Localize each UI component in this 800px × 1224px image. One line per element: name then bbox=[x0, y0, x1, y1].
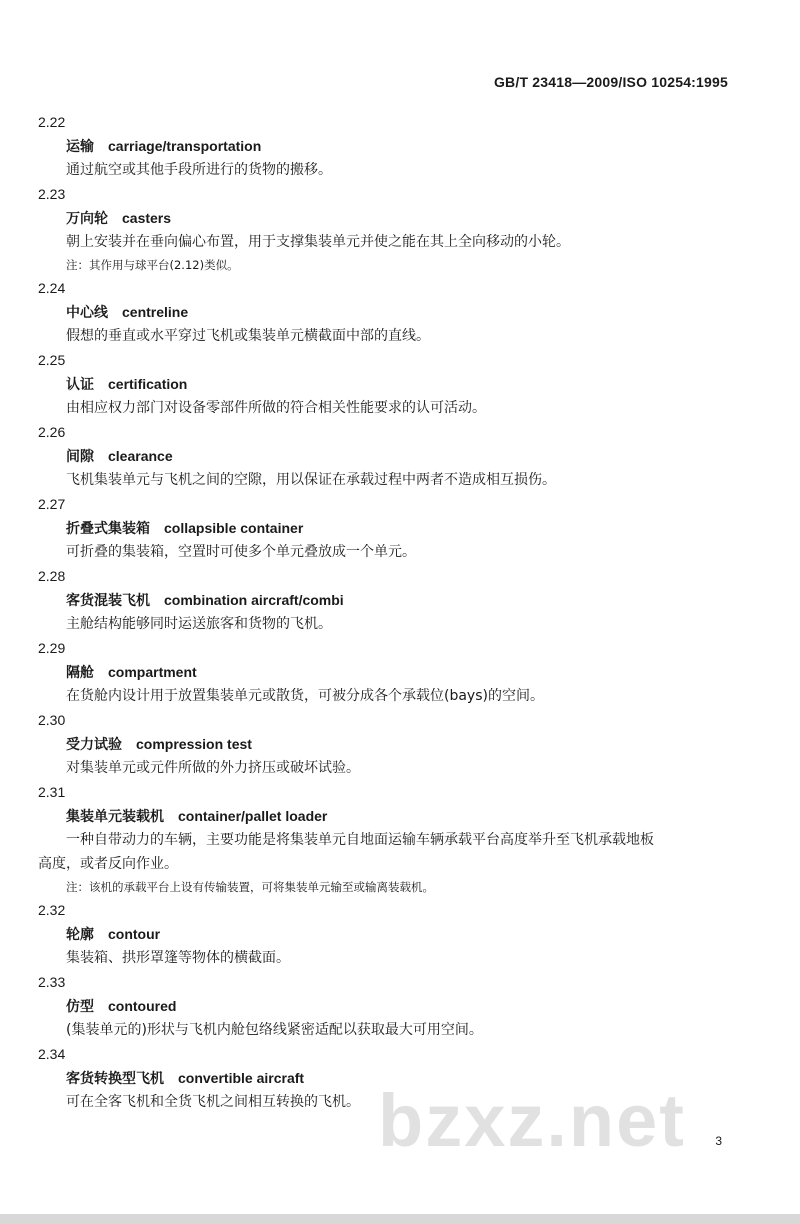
term-line bbox=[38, 660, 738, 684]
term-entry bbox=[38, 708, 738, 780]
definition: 可在全客飞机和全货飞机之间相互转换的飞机。 bbox=[66, 1094, 360, 1110]
standard-code-header: GB/T 23418—2009/ISO 10254:1995 bbox=[493, 74, 728, 90]
entry-number: 2.32 bbox=[38, 902, 66, 918]
definition: 假想的垂直或水平穿过飞机或集装单元横截面中部的直线。 bbox=[66, 328, 430, 344]
term-line bbox=[38, 372, 738, 396]
page-number: 3 bbox=[715, 1134, 722, 1148]
definition: (集装单元的)形状与飞机内舱包络线紧密适配以获取最大可用空间。 bbox=[66, 1022, 483, 1038]
term-english: certification bbox=[108, 376, 188, 392]
term-line bbox=[38, 300, 738, 324]
term-english: combination aircraft/combi bbox=[164, 592, 344, 608]
term-english: contoured bbox=[108, 998, 177, 1014]
entry-number: 2.22 bbox=[38, 114, 66, 130]
entry-number: 2.29 bbox=[38, 640, 66, 656]
term-entries bbox=[38, 110, 738, 1114]
term-entry bbox=[38, 276, 738, 348]
term-line bbox=[38, 922, 738, 946]
definition: 通过航空或其他手段所进行的货物的搬移。 bbox=[66, 162, 332, 178]
definition: 一种自带动力的车辆，主要功能是将集装单元自地面运输车辆承载平台高度举升至飞机承载地板 高度，或者反向作业。 bbox=[38, 828, 738, 876]
term-entry bbox=[38, 182, 738, 276]
term-english: collapsible container bbox=[164, 520, 304, 536]
entry-number: 2.30 bbox=[38, 712, 66, 728]
term-chinese: 折叠式集装箱 bbox=[66, 521, 150, 537]
definition: 朝上安装并在垂向偏心布置，用于支撑集装单元并使之能在其上全向移动的小轮。 bbox=[66, 234, 570, 250]
entry-number: 2.25 bbox=[38, 352, 66, 368]
term-line bbox=[38, 994, 738, 1018]
term-line bbox=[38, 804, 738, 828]
term-line bbox=[38, 206, 738, 230]
term-chinese: 轮廓 bbox=[66, 927, 94, 943]
entry-number: 2.27 bbox=[38, 496, 66, 512]
term-english: convertible aircraft bbox=[178, 1070, 305, 1086]
term-english: contour bbox=[108, 926, 161, 942]
term-line bbox=[38, 588, 738, 612]
term-entry bbox=[38, 110, 738, 182]
note: 注：其作用与球平台(2.12)类似。 bbox=[66, 258, 239, 272]
term-line bbox=[38, 516, 738, 540]
term-english: compression test bbox=[136, 736, 252, 752]
definition: 主舱结构能够同时运送旅客和货物的飞机。 bbox=[66, 616, 332, 632]
term-chinese: 受力试验 bbox=[66, 737, 122, 753]
term-chinese: 万向轮 bbox=[66, 211, 108, 227]
term-chinese: 隔舱 bbox=[66, 665, 94, 681]
term-english: carriage/transportation bbox=[108, 138, 262, 154]
term-english: container/pallet loader bbox=[178, 808, 328, 824]
definition: 由相应权力部门对设备零部件所做的符合相关性能要求的认可活动。 bbox=[66, 400, 486, 416]
term-line bbox=[38, 732, 738, 756]
entry-number: 2.33 bbox=[38, 974, 66, 990]
definition-continuation: 高度，或者反向作业。 bbox=[38, 856, 178, 872]
term-chinese: 运输 bbox=[66, 139, 94, 155]
entry-number: 2.28 bbox=[38, 568, 66, 584]
term-chinese: 间隙 bbox=[66, 449, 94, 465]
definition: 在货舱内设计用于放置集装单元或散货，可被分成各个承载位(bays)的空间。 bbox=[66, 688, 544, 704]
term-english: clearance bbox=[108, 448, 173, 464]
entry-number: 2.31 bbox=[38, 784, 66, 800]
entry-number: 2.26 bbox=[38, 424, 66, 440]
term-english: casters bbox=[122, 210, 172, 226]
term-chinese: 客货混装飞机 bbox=[66, 593, 150, 609]
term-line bbox=[38, 134, 738, 158]
term-chinese: 客货转换型飞机 bbox=[66, 1071, 164, 1087]
term-entry bbox=[38, 970, 738, 1042]
watermark: bzxz.net bbox=[378, 1079, 686, 1162]
entry-number: 2.23 bbox=[38, 186, 66, 202]
definition: 集装箱、拱形罩篷等物体的横截面。 bbox=[66, 950, 290, 966]
definition: 对集装单元或元件所做的外力挤压或破坏试验。 bbox=[66, 760, 360, 776]
term-english: centreline bbox=[122, 304, 189, 320]
term-chinese: 集装单元装载机 bbox=[66, 809, 164, 825]
entry-number: 2.34 bbox=[38, 1046, 66, 1062]
entry-number: 2.24 bbox=[38, 280, 66, 296]
definition: 飞机集装单元与飞机之间的空隙，用以保证在承载过程中两者不造成相互损伤。 bbox=[66, 472, 556, 488]
term-english: compartment bbox=[108, 664, 197, 680]
term-chinese: 中心线 bbox=[66, 305, 108, 321]
term-chinese: 认证 bbox=[66, 377, 94, 393]
term-entry bbox=[38, 636, 738, 708]
term-chinese: 仿型 bbox=[66, 999, 94, 1015]
term-line bbox=[38, 444, 738, 468]
term-entry bbox=[38, 420, 738, 492]
term-entry bbox=[38, 348, 738, 420]
term-entry bbox=[38, 564, 738, 636]
note: 注：该机的承载平台上设有传输装置，可将集装单元输至或输离装载机。 bbox=[66, 880, 434, 894]
term-entry bbox=[38, 780, 738, 898]
term-entry bbox=[38, 492, 738, 564]
definition: 可折叠的集装箱，空置时可使多个单元叠放成一个单元。 bbox=[66, 544, 416, 560]
term-entry bbox=[38, 898, 738, 970]
scan-bottom-edge bbox=[0, 1214, 800, 1224]
